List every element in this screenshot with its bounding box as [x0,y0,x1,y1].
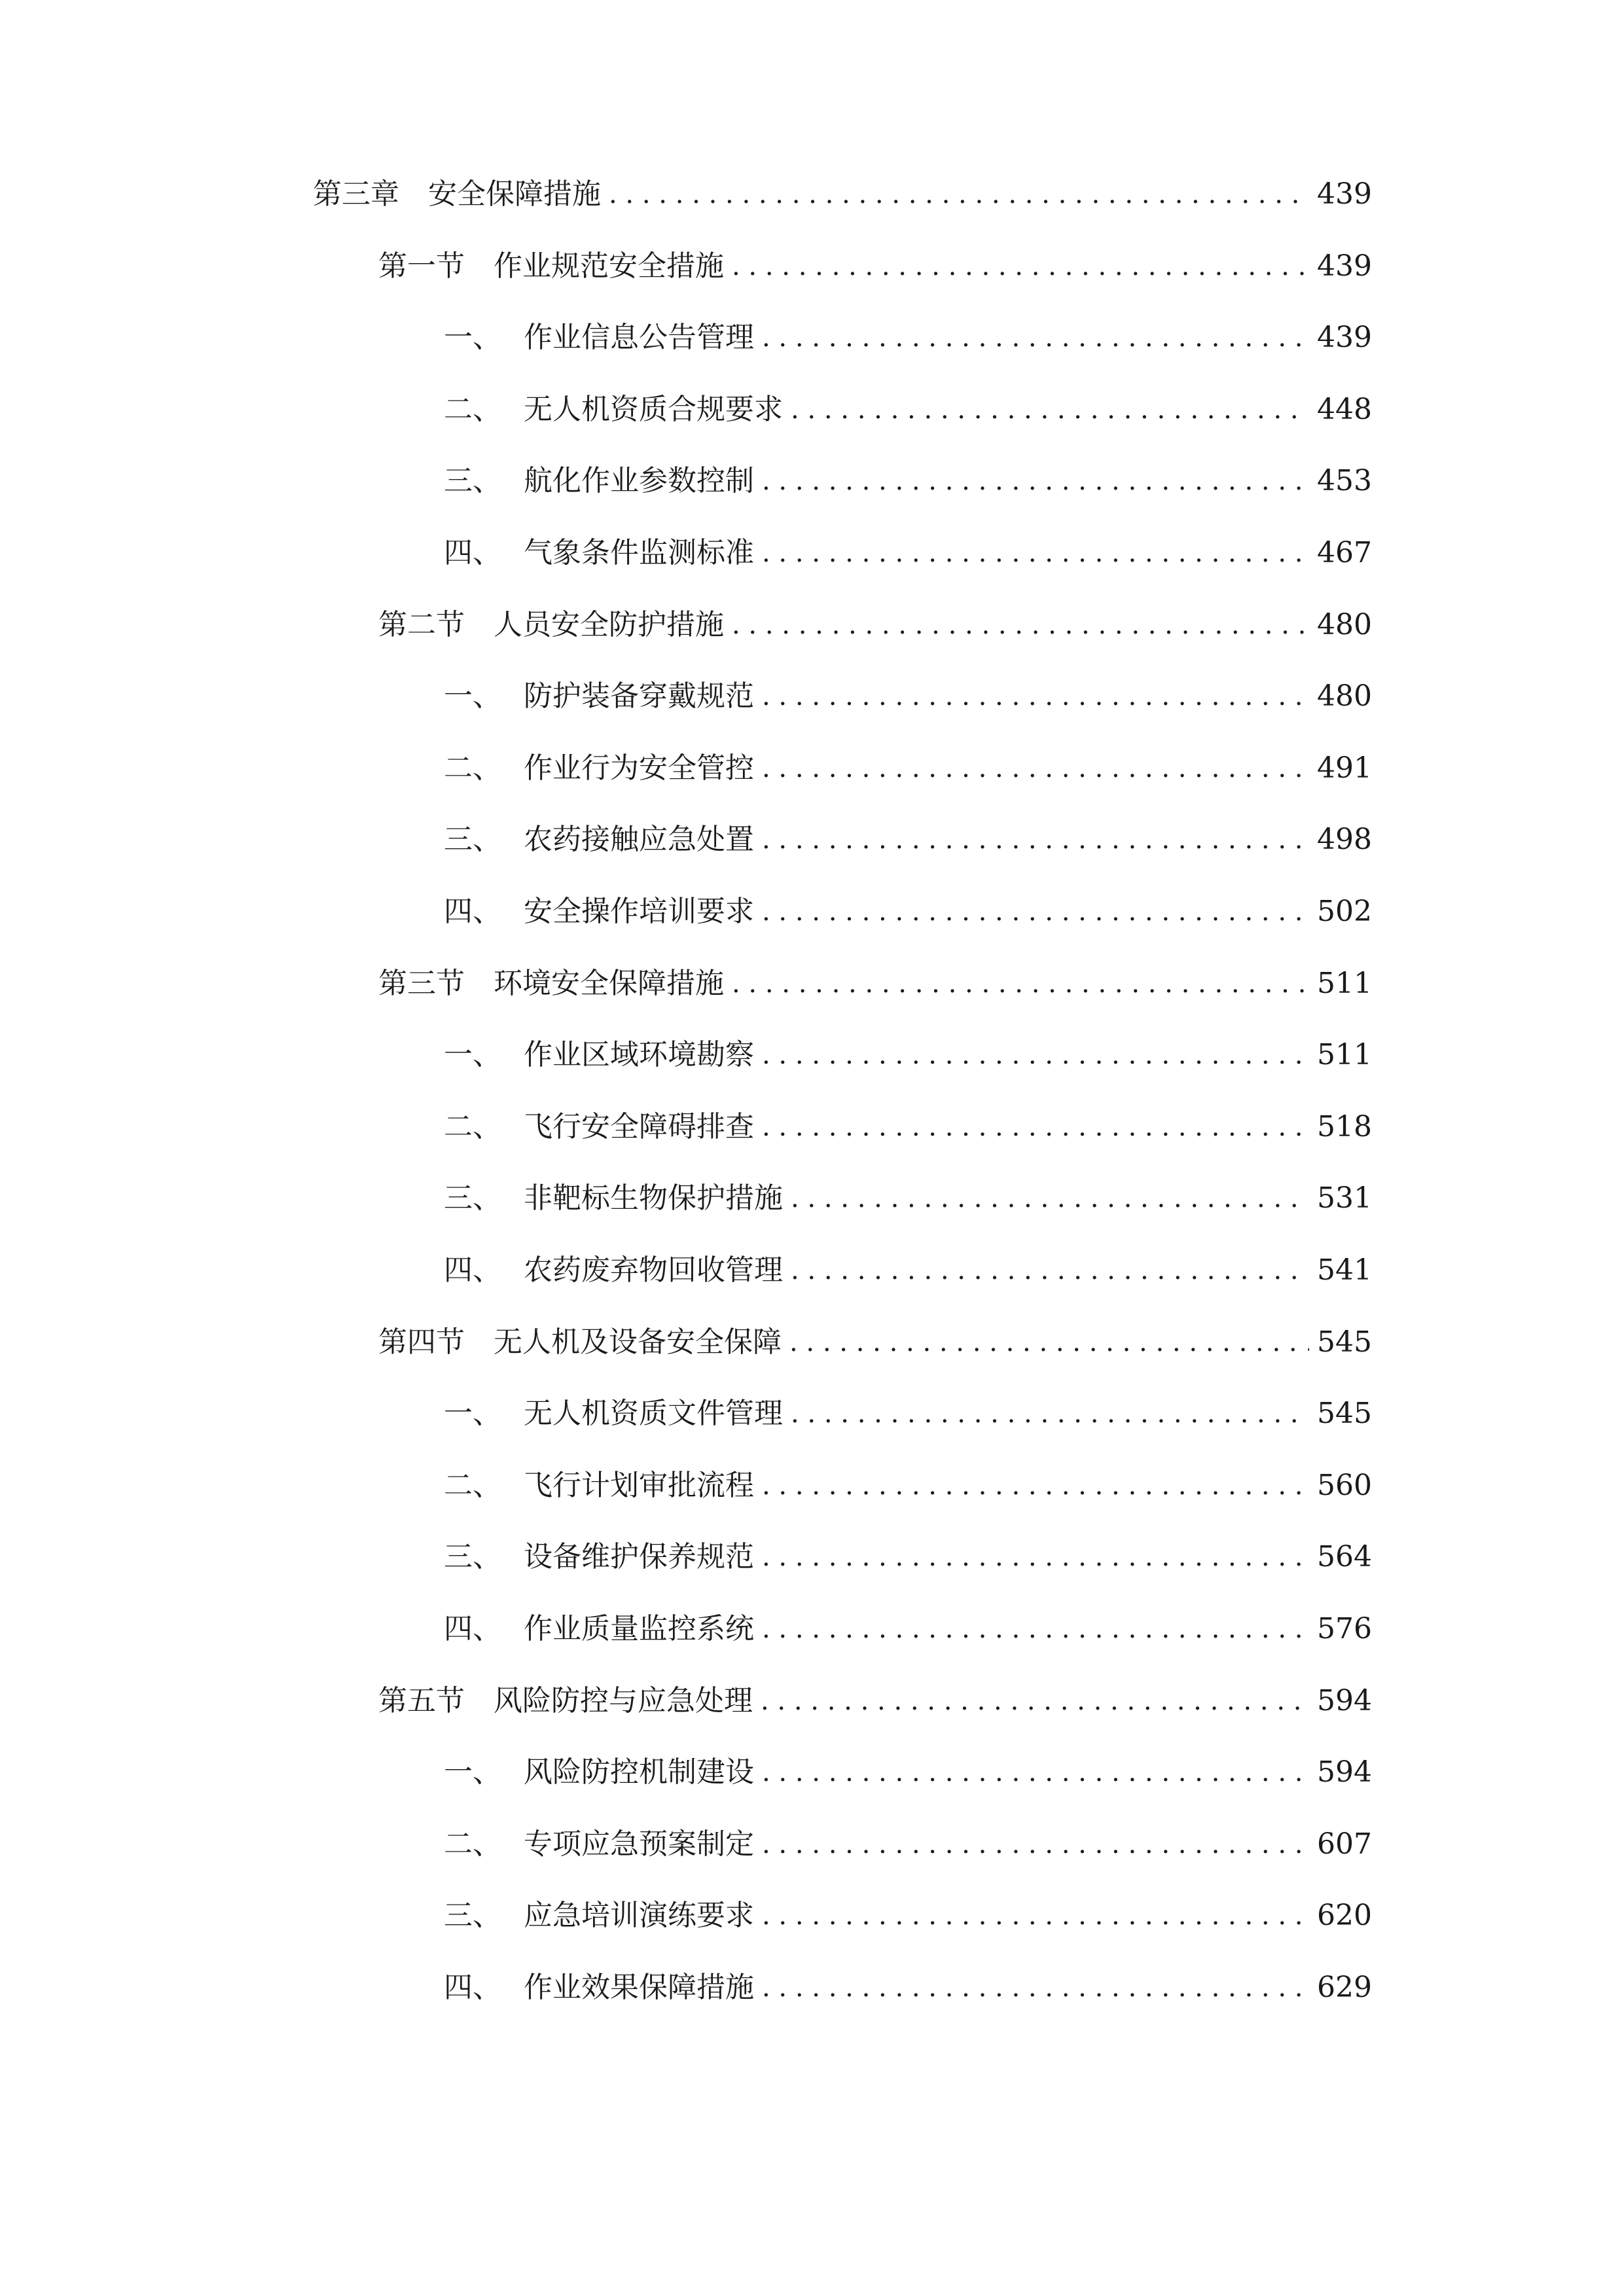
toc-entry-title: 作业信息公告管理 [524,321,754,355]
toc-entry-number: 四、 [444,1253,501,1287]
toc-dot-leader [762,817,1309,863]
toc-entry-number: 第一节 [378,249,465,283]
toc-entry-title: 非靶标生物保护措施 [524,1181,783,1215]
toc-subsection-entry[interactable] [444,1247,1372,1293]
toc-subsection-entry[interactable] [444,1965,1372,2011]
toc-entry-title: 农药废弃物回收管理 [524,1253,783,1287]
toc-entry-number: 二、 [444,1827,501,1861]
toc-entry-title: 农药接触应急处置 [524,823,754,857]
toc-subsection-entry[interactable] [444,1175,1372,1221]
toc-chapter-entry[interactable] [313,171,1372,217]
toc-entry-number: 第二节 [378,607,465,641]
toc-page-number: 620 [1317,1899,1372,1933]
toc-entry-title: 安全操作培训要求 [524,895,754,928]
toc-page-number: 629 [1317,1971,1372,2004]
toc-entry-number: 四、 [444,1612,501,1645]
toc-entry-number: 一、 [444,1397,501,1431]
toc-entry-title: 飞行安全障碍排查 [524,1109,754,1143]
toc-entry-title: 航化作业参数控制 [524,464,754,498]
toc-section-entry[interactable] [378,602,1372,648]
toc-entry-title: 应急培训演练要求 [524,1899,754,1933]
toc-page-number: 541 [1317,1253,1372,1287]
toc-dot-leader [732,243,1309,289]
toc-page-number: 498 [1317,823,1372,857]
toc-entry-title: 作业区域环境勘察 [524,1038,754,1072]
toc-subsection-entry[interactable] [444,1463,1372,1509]
toc-page-number: 480 [1317,607,1372,641]
toc-dot-leader [762,1893,1309,1939]
toc-subsection-entry[interactable] [444,1534,1372,1580]
toc-entry-number: 三、 [444,464,501,498]
toc-entry-number: 二、 [444,1109,501,1143]
toc-dot-leader [732,961,1309,1007]
toc-dot-leader [762,673,1309,719]
toc-entry-number: 第四节 [378,1325,465,1359]
toc-page-number: 594 [1317,1755,1372,1789]
toc-entry-number: 四、 [444,1971,501,2004]
toc-entry-number: 一、 [444,321,501,355]
toc-entry-title: 风险防控机制建设 [524,1755,754,1789]
toc-dot-leader [762,315,1309,361]
toc-subsection-entry[interactable] [444,458,1372,504]
toc-subsection-entry[interactable] [444,1821,1372,1867]
toc-page-number: 607 [1317,1827,1372,1861]
toc-page-number: 511 [1317,966,1372,1000]
toc-entry-number: 二、 [444,1468,501,1502]
toc-section-entry[interactable] [378,243,1372,289]
toc-page-number: 480 [1317,679,1372,713]
toc-page-number: 545 [1317,1397,1372,1431]
toc-dot-leader [762,889,1309,935]
toc-page-number: 576 [1317,1612,1372,1645]
toc-entry-title: 环境安全保障措施 [494,966,724,1000]
toc-entry-title: 防护装备穿戴规范 [524,679,754,713]
toc-dot-leader [762,1534,1309,1580]
toc-page-number: 518 [1317,1109,1372,1143]
toc-subsection-entry[interactable] [444,745,1372,791]
toc-dot-leader [761,1678,1309,1724]
toc-page-number: 439 [1317,177,1372,211]
toc-entry-title: 作业质量监控系统 [524,1612,754,1645]
toc-entry-number: 二、 [444,751,501,785]
toc-dot-leader [762,1463,1309,1509]
toc-subsection-entry[interactable] [444,1749,1372,1795]
toc-entry-title: 无人机及设备安全保障 [494,1325,782,1359]
toc-dot-leader [762,1104,1309,1150]
toc-entry-number: 四、 [444,536,501,569]
toc-subsection-entry[interactable] [444,530,1372,576]
toc-dot-leader [732,602,1309,648]
toc-subsection-entry[interactable] [444,673,1372,719]
toc-entry-number: 三、 [444,823,501,857]
toc-entry-title: 飞行计划审批流程 [524,1468,754,1502]
toc-dot-leader [791,1247,1309,1293]
toc-dot-leader [762,1606,1309,1652]
toc-dot-leader [791,387,1309,433]
toc-page-number: 564 [1317,1540,1372,1574]
toc-page-number: 453 [1317,464,1372,498]
toc-page-number: 439 [1317,321,1372,355]
toc-entry-title: 设备维护保养规范 [524,1540,754,1574]
toc-entry-number: 三、 [444,1899,501,1933]
toc-subsection-entry[interactable] [444,1104,1372,1150]
toc-entry-number: 一、 [444,1038,501,1072]
toc-entry-number: 第三章 [313,177,399,211]
toc-dot-leader [791,1175,1309,1221]
toc-entry-title: 作业行为安全管控 [524,751,754,785]
toc-entry-number: 三、 [444,1540,501,1574]
toc-page-number: 594 [1317,1683,1372,1717]
toc-dot-leader [609,171,1309,217]
toc-dot-leader [762,1965,1309,2011]
toc-page-number: 545 [1317,1325,1372,1359]
toc-entry-title: 气象条件监测标准 [524,536,754,569]
toc-subsection-entry[interactable] [444,889,1372,935]
toc-subsection-entry[interactable] [444,315,1372,361]
toc-subsection-entry[interactable] [444,817,1372,863]
toc-dot-leader [762,745,1309,791]
toc-dot-leader [791,1391,1309,1437]
toc-subsection-entry[interactable] [444,1391,1372,1437]
toc-entry-number: 第三节 [378,966,465,1000]
toc-entry-title: 无人机资质文件管理 [524,1397,783,1431]
toc-entry-title: 安全保障措施 [428,177,601,211]
toc-entry-title: 作业规范安全措施 [494,249,724,283]
toc-entry-number: 第五节 [378,1683,465,1717]
toc-entry-title: 专项应急预案制定 [524,1827,754,1861]
toc-section-entry[interactable] [378,961,1372,1007]
toc-entry-number: 三、 [444,1181,501,1215]
toc-entry-title: 无人机资质合规要求 [524,392,783,426]
toc-dot-leader [762,1032,1309,1078]
toc-entry-title: 人员安全防护措施 [494,607,724,641]
toc-entry-number: 四、 [444,895,501,928]
toc-page-number: 511 [1317,1038,1372,1072]
toc-page-number: 491 [1317,751,1372,785]
toc-entry-number: 一、 [444,1755,501,1789]
toc-entry-title: 作业效果保障措施 [524,1971,754,2004]
toc-section-entry[interactable] [378,1319,1372,1365]
toc-page-number: 448 [1317,392,1372,426]
toc-page-number: 531 [1317,1181,1372,1215]
toc-dot-leader [762,530,1309,576]
toc-subsection-entry[interactable] [444,1893,1372,1939]
toc-subsection-entry[interactable] [444,387,1372,433]
toc-dot-leader [762,1821,1309,1867]
toc-entry-number: 二、 [444,392,501,426]
toc-dot-leader [762,458,1309,504]
toc-page-number: 502 [1317,895,1372,928]
toc-section-entry[interactable] [378,1678,1372,1724]
toc-dot-leader [762,1749,1309,1795]
toc-page-number: 467 [1317,536,1372,569]
toc-subsection-entry[interactable] [444,1606,1372,1652]
toc-entry-number: 一、 [444,679,501,713]
toc-page-number: 439 [1317,249,1372,283]
toc-page-number: 560 [1317,1468,1372,1502]
toc-dot-leader [789,1319,1309,1365]
toc-subsection-entry[interactable] [444,1032,1372,1078]
toc-entry-title: 风险防控与应急处理 [494,1683,753,1717]
